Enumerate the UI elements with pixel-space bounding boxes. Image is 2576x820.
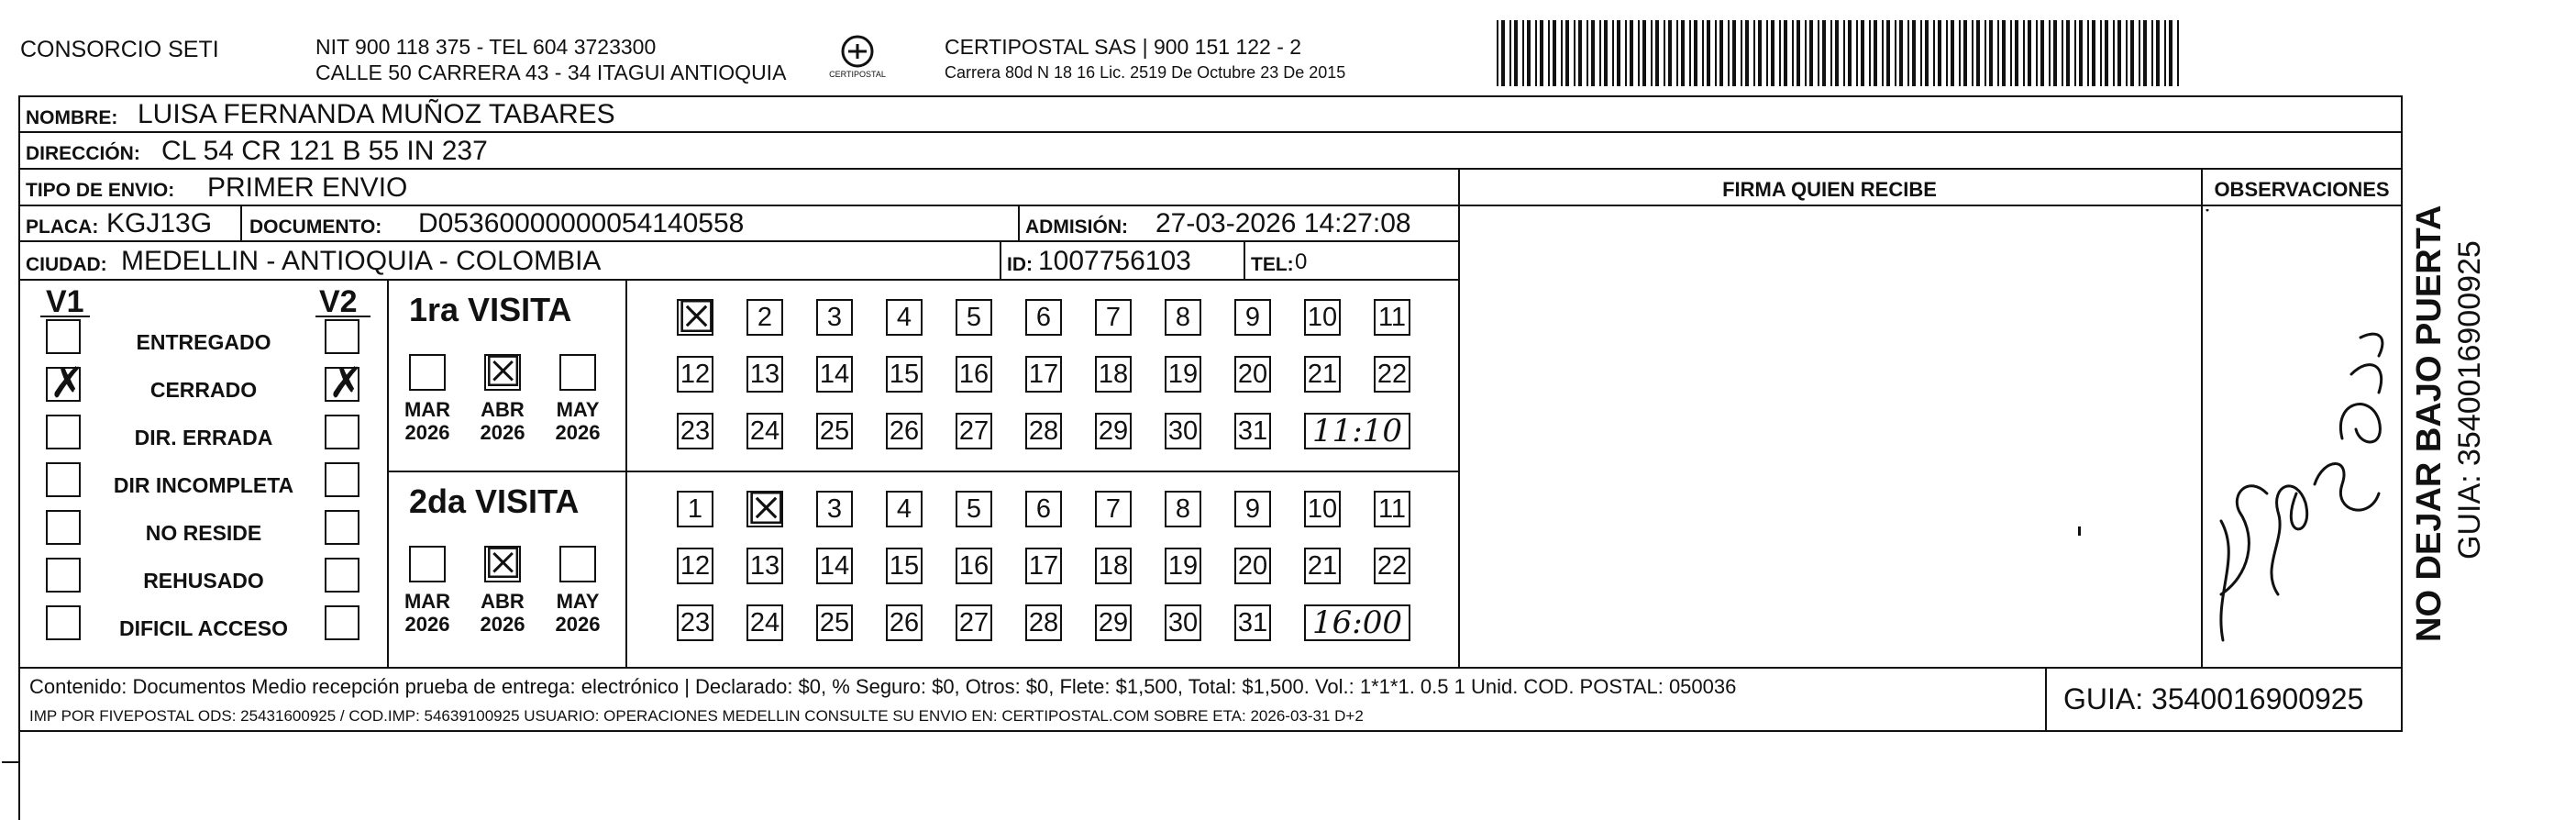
ciudad-label: CIUDAD: bbox=[26, 254, 107, 275]
barcode-bar bbox=[2066, 20, 2070, 86]
check-mark: ☒ bbox=[484, 347, 523, 396]
barcode-bar bbox=[1732, 20, 1736, 86]
month-year: 2026 bbox=[404, 421, 450, 445]
day-box[interactable]: 5 bbox=[956, 491, 992, 527]
barcode-bar bbox=[1578, 20, 1582, 86]
day-box[interactable]: 1 bbox=[677, 491, 713, 527]
barcode-bar bbox=[1895, 20, 1896, 86]
barcode-bar bbox=[1784, 20, 1787, 86]
month-name: MAR bbox=[404, 398, 451, 421]
check-mark: ☒ bbox=[484, 538, 523, 588]
day-box[interactable]: 5 bbox=[956, 299, 992, 336]
day-box[interactable]: 3 bbox=[816, 299, 853, 336]
status-option-label: DIFICIL ACCESO bbox=[118, 616, 288, 640]
day-box[interactable]: 19 bbox=[1165, 356, 1201, 393]
month-checkbox[interactable] bbox=[559, 354, 596, 391]
bottom-strip bbox=[18, 732, 2403, 820]
v1-checkbox[interactable] bbox=[46, 319, 81, 354]
barcode-bar bbox=[2036, 20, 2038, 86]
day-box[interactable]: 16 bbox=[956, 356, 992, 393]
barcode-bar bbox=[1664, 20, 1665, 86]
month-checkbox[interactable] bbox=[559, 546, 596, 582]
barcode-bar bbox=[1920, 20, 1922, 86]
footer-guia: GUIA: 3540016900925 bbox=[2063, 682, 2364, 715]
barcode-bar bbox=[1527, 20, 1531, 86]
barcode-bar bbox=[1565, 20, 1569, 86]
barcode-bar bbox=[1745, 20, 1749, 86]
barcode-bar bbox=[1976, 20, 1980, 86]
day-box[interactable]: 17 bbox=[1025, 356, 1062, 393]
month-name: MAY bbox=[556, 398, 600, 421]
day-box[interactable]: 6 bbox=[1025, 491, 1062, 527]
day-box[interactable]: 30 bbox=[1165, 604, 1201, 641]
v2-checkbox[interactable] bbox=[325, 319, 359, 354]
day-box[interactable] bbox=[677, 292, 717, 343]
day-box[interactable]: 31 bbox=[1234, 604, 1271, 641]
v2-checkbox[interactable] bbox=[325, 462, 359, 497]
barcode-bar bbox=[1869, 20, 1871, 86]
barcode-bar bbox=[1886, 20, 1890, 86]
day-box[interactable]: 19 bbox=[1165, 548, 1201, 584]
barcode-bar bbox=[1728, 20, 1730, 86]
barcode-bar bbox=[1899, 20, 1903, 86]
barcode-bar bbox=[1719, 20, 1723, 86]
day-box[interactable]: 7 bbox=[1095, 491, 1132, 527]
day-box[interactable]: 28 bbox=[1025, 604, 1062, 641]
day-box[interactable]: 10 bbox=[1304, 491, 1341, 527]
day-box[interactable]: 4 bbox=[886, 491, 923, 527]
certipostal-logo bbox=[824, 33, 891, 88]
barcode-bar bbox=[1985, 20, 1986, 86]
day-box[interactable]: 13 bbox=[746, 548, 783, 584]
barcode-bar bbox=[1617, 20, 1620, 86]
v1-header: V1 bbox=[46, 284, 84, 319]
month-name: MAY bbox=[556, 590, 600, 613]
barcode-bar bbox=[1912, 20, 1916, 86]
barcode-bar bbox=[2074, 20, 2076, 86]
day-box[interactable]: 8 bbox=[1165, 299, 1201, 336]
barcode-bar bbox=[1741, 20, 1742, 86]
barcode-bar bbox=[2169, 20, 2172, 86]
v1-checkbox[interactable] bbox=[46, 358, 85, 407]
day-box[interactable]: 24 bbox=[746, 413, 783, 449]
day-box[interactable]: 18 bbox=[1095, 548, 1132, 584]
day-box[interactable]: 26 bbox=[886, 413, 923, 449]
barcode-bar bbox=[2049, 20, 2051, 86]
barcode-bar bbox=[1843, 20, 1845, 86]
barcode bbox=[1497, 20, 2181, 86]
month-year: 2026 bbox=[555, 421, 601, 445]
barcode-bar bbox=[1651, 20, 1653, 86]
barcode-bar bbox=[1946, 20, 1948, 86]
license-line: Carrera 80d N 18 16 Lic. 2519 De Octubre 23 De 2015 bbox=[945, 63, 1346, 82]
nombre-value: LUISA FERNANDA MUÑOZ TABARES bbox=[138, 99, 615, 129]
barcode-bar bbox=[1951, 20, 1954, 86]
barcode-bar bbox=[1522, 20, 1524, 86]
observaciones-handwriting bbox=[2205, 209, 2397, 663]
month-label bbox=[475, 398, 530, 445]
barcode-bar bbox=[1938, 20, 1941, 86]
day-box[interactable]: 29 bbox=[1095, 604, 1132, 641]
barcode-bar bbox=[2079, 20, 2083, 86]
barcode-bar bbox=[1882, 20, 1884, 86]
barcode-bar bbox=[2053, 20, 2057, 86]
month-year: 2026 bbox=[404, 613, 450, 637]
barcode-bar bbox=[1797, 20, 1800, 86]
barcode-bar bbox=[1766, 20, 1768, 86]
day-box[interactable]: 16 bbox=[956, 548, 992, 584]
day-box[interactable]: 14 bbox=[816, 548, 853, 584]
direccion-label: DIRECCIÓN: bbox=[26, 143, 140, 164]
day-box[interactable]: 21 bbox=[1304, 548, 1341, 584]
month-label bbox=[400, 398, 455, 445]
barcode-bar bbox=[2177, 20, 2179, 86]
month-label bbox=[400, 590, 455, 637]
day-box[interactable]: 27 bbox=[956, 413, 992, 449]
v2-checkbox[interactable] bbox=[325, 358, 364, 407]
barcode-bar bbox=[1625, 20, 1627, 86]
check-mark: ☒ bbox=[746, 483, 787, 535]
barcode-bar bbox=[1630, 20, 1633, 86]
month-name: MAR bbox=[404, 590, 451, 613]
v2-checkbox[interactable] bbox=[325, 415, 359, 449]
barcode-bar bbox=[2151, 20, 2153, 86]
tipo-envio-label: TIPO DE ENVIO: bbox=[26, 180, 175, 201]
status-option-label: REHUSADO bbox=[143, 569, 264, 593]
day-box[interactable]: 12 bbox=[677, 548, 713, 584]
barcode-bar bbox=[1818, 20, 1819, 86]
day-box[interactable]: 24 bbox=[746, 604, 783, 641]
day-box[interactable]: 25 bbox=[816, 413, 853, 449]
barcode-bar bbox=[1553, 20, 1556, 86]
day-box[interactable]: 15 bbox=[886, 548, 923, 584]
id-value: 1007756103 bbox=[1038, 246, 1191, 276]
barcode-bar bbox=[1792, 20, 1794, 86]
day-box[interactable]: 9 bbox=[1234, 299, 1271, 336]
barcode-bar bbox=[1497, 20, 1498, 86]
barcode-bar bbox=[1933, 20, 1935, 86]
barcode-bar bbox=[1535, 20, 1537, 86]
day-box[interactable]: 22 bbox=[1374, 548, 1410, 584]
visit-time[interactable]: 16:00 bbox=[1304, 604, 1410, 641]
day-box[interactable]: 10 bbox=[1304, 299, 1341, 336]
barcode-bar bbox=[2156, 20, 2160, 86]
day-box[interactable]: 26 bbox=[886, 604, 923, 641]
tipo-envio-value: PRIMER ENVIO bbox=[207, 172, 408, 203]
day-box[interactable]: 6 bbox=[1025, 299, 1062, 336]
imp-line: IMP POR FIVEPOSTAL ODS: 25431600925 / COD.IMP: 54639100925 USUARIO: OPERACIONES MEDELLIN CONSULTE SU ENVIO EN: CERTIPOSTAL.COM SOBRE ETA: 2026-03-31 D+2 bbox=[29, 707, 1364, 725]
status-option-label: CERRADO bbox=[149, 378, 258, 402]
barcode-bar bbox=[1509, 20, 1511, 86]
barcode-bar bbox=[1848, 20, 1852, 86]
day-box[interactable]: 7 bbox=[1095, 299, 1132, 336]
observaciones-header: OBSERVACIONES bbox=[2214, 178, 2390, 201]
visit-time[interactable]: 11:10 bbox=[1304, 413, 1410, 449]
v2-header: V2 bbox=[319, 284, 358, 319]
month-label bbox=[550, 590, 605, 637]
barcode-bar bbox=[2130, 20, 2134, 86]
status-option-label: NO RESIDE bbox=[145, 521, 262, 545]
day-box[interactable]: 20 bbox=[1234, 356, 1271, 393]
barcode-bar bbox=[1779, 20, 1781, 86]
tel-label: TEL: bbox=[1251, 254, 1294, 275]
month-year: 2026 bbox=[480, 613, 525, 637]
barcode-bar bbox=[1540, 20, 1543, 86]
barcode-bar bbox=[1668, 20, 1672, 86]
v1-checkbox[interactable] bbox=[46, 510, 81, 545]
day-box[interactable]: 23 bbox=[677, 413, 713, 449]
day-box[interactable]: 9 bbox=[1234, 491, 1271, 527]
day-box[interactable]: 23 bbox=[677, 604, 713, 641]
day-box[interactable]: 2 bbox=[746, 299, 783, 336]
barcode-bar bbox=[2092, 20, 2095, 86]
barcode-bar bbox=[1805, 20, 1807, 86]
company-address: CALLE 50 CARRERA 43 - 34 ITAGUI ANTIOQUIA bbox=[315, 61, 787, 84]
barcode-bar bbox=[1707, 20, 1710, 86]
barcode-bar bbox=[2023, 20, 2025, 86]
barcode-bar bbox=[1907, 20, 1909, 86]
barcode-bar bbox=[1925, 20, 1929, 86]
month-year: 2026 bbox=[555, 613, 601, 637]
tel-value: 0 bbox=[1295, 249, 1308, 274]
barcode-bar bbox=[2087, 20, 2089, 86]
barcode-bar bbox=[2126, 20, 2128, 86]
day-box[interactable]: 31 bbox=[1234, 413, 1271, 449]
ciudad-value: MEDELLIN - ANTIOQUIA - COLOMBIA bbox=[121, 246, 602, 276]
day-box[interactable]: 13 bbox=[746, 356, 783, 393]
barcode-bar bbox=[2117, 20, 2121, 86]
barcode-bar bbox=[2139, 20, 2140, 86]
month-checkbox[interactable] bbox=[484, 347, 523, 396]
day-box[interactable]: 30 bbox=[1165, 413, 1201, 449]
day-box[interactable]: 28 bbox=[1025, 413, 1062, 449]
status-option-label: DIR INCOMPLETA bbox=[113, 473, 294, 497]
day-box[interactable]: 27 bbox=[956, 604, 992, 641]
day-box[interactable]: 11 bbox=[1374, 491, 1410, 527]
barcode-bar bbox=[2143, 20, 2147, 86]
day-box[interactable]: 22 bbox=[1374, 356, 1410, 393]
day-box[interactable]: 11 bbox=[1374, 299, 1410, 336]
barcode-bar bbox=[1702, 20, 1704, 86]
id-label: ID: bbox=[1007, 254, 1033, 275]
status-option-label: ENTREGADO bbox=[136, 330, 271, 354]
logo-text: CERTIPOSTAL bbox=[829, 70, 886, 79]
barcode-bar bbox=[1501, 20, 1505, 86]
day-box[interactable]: 17 bbox=[1025, 548, 1062, 584]
month-checkbox[interactable] bbox=[484, 538, 523, 588]
barcode-bar bbox=[1753, 20, 1755, 86]
day-box[interactable]: 29 bbox=[1095, 413, 1132, 449]
barcode-bar bbox=[1689, 20, 1691, 86]
barcode-bar bbox=[1715, 20, 1717, 86]
contenido-line: Contenido: Documentos Medio recepción prueba de entrega: electrónico | Declarado: $0, % Seguro: $0, Otros: $0, Flete: $1,500, Total: $1,500. Vol.: 1*1*1. 0.5 1 Unid. COD. POSTAL: 050036 bbox=[29, 675, 1737, 698]
month-label bbox=[550, 398, 605, 445]
barcode-bar bbox=[1874, 20, 1877, 86]
barcode-bar bbox=[1604, 20, 1608, 86]
barcode-bar bbox=[2164, 20, 2166, 86]
barcode-bar bbox=[2015, 20, 2018, 86]
v1-checkbox[interactable] bbox=[46, 415, 81, 449]
v1-checkbox[interactable] bbox=[46, 605, 81, 640]
documento-value: D05360000000054140558 bbox=[418, 208, 745, 238]
v2-checkbox[interactable] bbox=[325, 558, 359, 593]
barcode-bar bbox=[2113, 20, 2115, 86]
barcode-bar bbox=[2105, 20, 2108, 86]
day-box[interactable]: 8 bbox=[1165, 491, 1201, 527]
barcode-bar bbox=[1835, 20, 1839, 86]
barcode-bar bbox=[1681, 20, 1685, 86]
placa-label: PLACA: bbox=[26, 216, 99, 238]
check-mark: ☒ bbox=[677, 292, 717, 343]
barcode-bar bbox=[1809, 20, 1813, 86]
day-box[interactable]: 18 bbox=[1095, 356, 1132, 393]
company-name: CONSORCIO SETI bbox=[20, 37, 219, 62]
barcode-bar bbox=[1612, 20, 1614, 86]
barcode-bar bbox=[1638, 20, 1640, 86]
barcode-bar bbox=[1771, 20, 1774, 86]
v1-checkbox[interactable] bbox=[46, 558, 81, 593]
barcode-bar bbox=[1587, 20, 1588, 86]
barcode-bar bbox=[2028, 20, 2031, 86]
month-checkbox[interactable] bbox=[409, 546, 446, 582]
barcode-bar bbox=[1758, 20, 1762, 86]
day-box[interactable]: 3 bbox=[816, 491, 853, 527]
barcode-bar bbox=[1963, 20, 1967, 86]
check-mark: ✗ bbox=[328, 358, 364, 407]
direccion-value: CL 54 CR 121 B 55 IN 237 bbox=[161, 136, 488, 166]
barcode-bar bbox=[2010, 20, 2012, 86]
signature-speck bbox=[2078, 526, 2081, 536]
barcode-bar bbox=[1997, 20, 1999, 86]
day-box[interactable]: 4 bbox=[886, 299, 923, 336]
barcode-bar bbox=[1561, 20, 1563, 86]
admision-value: 27-03-2026 14:27:08 bbox=[1155, 208, 1411, 238]
v2-checkbox[interactable] bbox=[325, 605, 359, 640]
barcode-bar bbox=[1861, 20, 1864, 86]
day-box[interactable]: 21 bbox=[1304, 356, 1341, 393]
observaciones-text: TMuw3 BMR Eling bbox=[2205, 209, 2213, 210]
barcode-bar bbox=[1959, 20, 1961, 86]
day-box[interactable]: 25 bbox=[816, 604, 853, 641]
day-box[interactable] bbox=[746, 483, 787, 535]
barcode-bar bbox=[1655, 20, 1659, 86]
month-name: ABR bbox=[481, 398, 525, 421]
check-mark: ✗ bbox=[50, 358, 85, 407]
barcode-bar bbox=[1574, 20, 1575, 86]
day-box[interactable]: 14 bbox=[816, 356, 853, 393]
barcode-bar bbox=[1599, 20, 1601, 86]
barcode-bar bbox=[1591, 20, 1595, 86]
month-checkbox[interactable] bbox=[409, 354, 446, 391]
barcode-bar bbox=[2100, 20, 2102, 86]
barcode-bar bbox=[1642, 20, 1646, 86]
visit-title: 1ra VISITA bbox=[409, 291, 572, 328]
barcode-bar bbox=[1856, 20, 1858, 86]
v2-checkbox[interactable] bbox=[325, 510, 359, 545]
v1-checkbox[interactable] bbox=[46, 462, 81, 497]
nit-line: NIT 900 118 375 - TEL 604 3723300 bbox=[315, 35, 657, 59]
month-name: ABR bbox=[481, 590, 525, 613]
nombre-label: NOMBRE: bbox=[26, 107, 118, 128]
month-year: 2026 bbox=[480, 421, 525, 445]
day-box[interactable]: 20 bbox=[1234, 548, 1271, 584]
firma-header: FIRMA QUIEN RECIBE bbox=[1722, 178, 1937, 201]
barcode-bar bbox=[2062, 20, 2063, 86]
status-option-label: DIR. ERRADA bbox=[134, 426, 273, 449]
barcode-bar bbox=[1514, 20, 1518, 86]
barcode-bar bbox=[1989, 20, 1993, 86]
visit-title: 2da VISITA bbox=[409, 482, 580, 520]
barcode-bar bbox=[1548, 20, 1550, 86]
placa-value: KGJ13G bbox=[106, 208, 213, 238]
documento-label: DOCUMENTO: bbox=[249, 216, 382, 238]
barcode-bar bbox=[2002, 20, 2006, 86]
barcode-bar bbox=[1972, 20, 1973, 86]
carrier-line: CERTIPOSTAL SAS | 900 151 122 - 2 bbox=[945, 35, 1302, 59]
day-box[interactable]: 15 bbox=[886, 356, 923, 393]
barcode-bar bbox=[1694, 20, 1697, 86]
admision-label: ADMISIÓN: bbox=[1025, 216, 1128, 238]
day-box[interactable]: 12 bbox=[677, 356, 713, 393]
barcode-bar bbox=[1676, 20, 1678, 86]
barcode-bar bbox=[1822, 20, 1826, 86]
barcode-bar bbox=[1830, 20, 1832, 86]
barcode-bar bbox=[2040, 20, 2044, 86]
month-label bbox=[475, 590, 530, 637]
